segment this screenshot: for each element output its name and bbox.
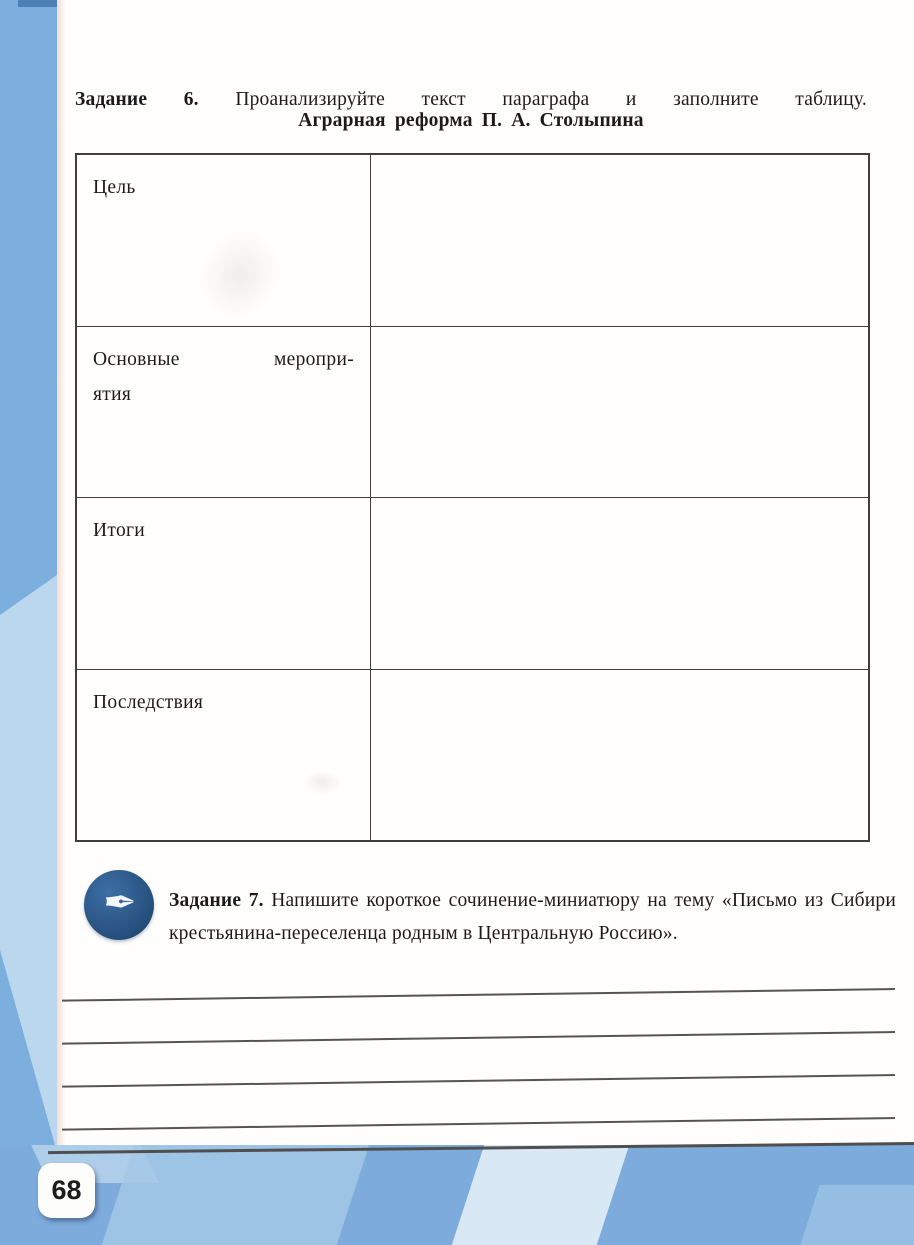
row-label: Последствия	[93, 691, 204, 713]
answer-cell	[371, 327, 868, 498]
task6-label: Задание 6.	[75, 88, 199, 110]
table-row	[77, 327, 868, 499]
answer-cell	[371, 155, 868, 326]
margin-light-shape	[800, 1185, 914, 1245]
margin-light-shape	[452, 1145, 629, 1245]
row-label: Основные меропри-	[93, 348, 354, 370]
answer-cell	[371, 498, 868, 669]
row-label: Цель	[93, 177, 136, 198]
margin-light-shape	[102, 1145, 369, 1245]
row-label: ятия	[93, 383, 132, 405]
row-label-cell	[77, 155, 371, 326]
task7-heading	[169, 884, 896, 951]
answer-cell	[371, 670, 868, 841]
task7-instruction: Напишите короткое сочинение-миниатюру на тему «Письмо из Сибири крестьянина-переселенца родным в Центральную Россию».	[169, 889, 896, 944]
pen-nib-icon	[84, 870, 154, 940]
row-label-cell	[77, 670, 371, 841]
left-margin-band	[0, 0, 57, 1152]
table-row	[77, 670, 868, 841]
margin-accent	[18, 0, 57, 7]
table-title: Аграрная реформа П. А. Столыпина	[298, 110, 644, 131]
task6-instruction: Проанализируйте текст параграфа и заполните таблицу.	[235, 88, 867, 110]
table-row	[77, 155, 868, 327]
row-label-cell	[77, 498, 371, 669]
task7-label: Задание 7.	[169, 889, 264, 911]
table-row	[77, 498, 868, 670]
bottom-margin-band	[0, 1145, 914, 1245]
pen-nib-glyph: ✒	[103, 880, 137, 926]
page-number-badge: 68	[38, 1163, 95, 1218]
fill-in-table	[75, 153, 870, 842]
row-label-cell	[77, 327, 371, 498]
row-label: Итоги	[93, 520, 146, 541]
task6-heading	[75, 86, 867, 113]
